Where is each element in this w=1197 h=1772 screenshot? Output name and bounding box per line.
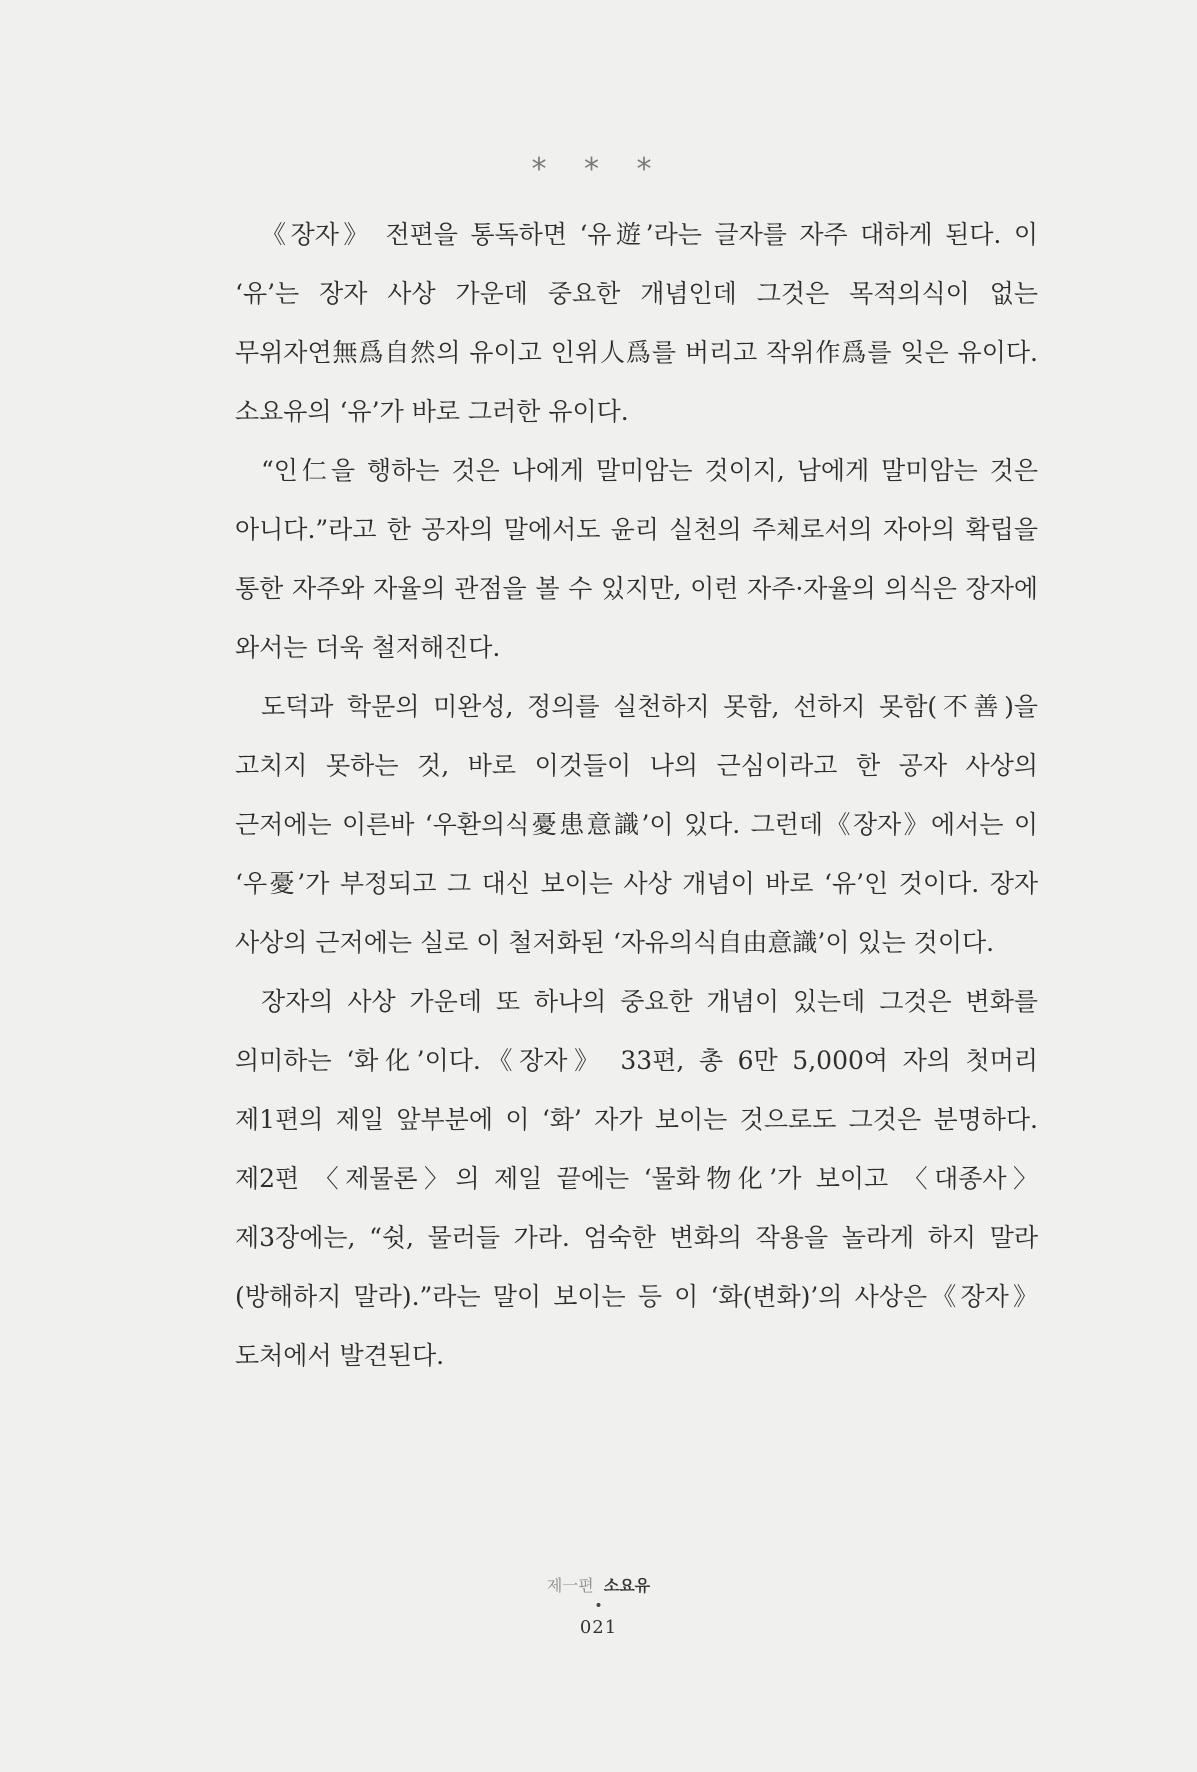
section-break-ornament: * * * <box>531 152 666 187</box>
footer-separator: • <box>594 1598 603 1614</box>
part-title: 소요유 <box>603 1576 651 1595</box>
paragraph: 도덕과 학문의 미완성, 정의를 실천하지 못함, 선하지 못함(不善)을 고치지 못하는 것, 바로 이것들이 나의 근심이라고 한 공자 사상의 근저에는 이른바 ‘우환의식憂患意識’이 있다. 그런데《장자》에서는 이 ‘우憂’가 부정되고 그 대신 보이는 사상 개념이 바로 ‘유’인 것이다. 장자 사상의 근저에는 실로 이 철저화된 ‘자유의식自由意識’이 있는 것이다. <box>235 692 1038 957</box>
part-label: 제一편 <box>546 1576 594 1595</box>
paragraph: 《장자》 전편을 통독하면 ‘유遊’라는 글자를 자주 대하게 된다. 이 ‘유’는 장자 사상 가운데 중요한 개념인데 그것은 목적의식이 없는 무위자연無爲自然의 유이고 인위人爲를 버리고 작위作爲를 잊은 유이다. 소요유의 ‘유’가 바로 그러한 유이다. <box>235 220 1038 426</box>
paragraph: 장자의 사상 가운데 또 하나의 중요한 개념이 있는데 그것은 변화를 의미하는 ‘화化’이다.《장자》 33편, 총 6만 5,000여 자의 첫머리 제1편의 제일 앞부분에 이 ‘화’ 자가 보이는 것으로도 그것은 분명하다. 제2편 〈제물론〉의 제일 끝에는 ‘물화物化’가 보이고 〈대종사〉 제3장에는, “쉿, 물러들 가라. 엄숙한 변화의 작용을 놀라게 하지 말라(방해하지 말라).”라는 말이 보이는 등 이 ‘화(변화)’의 사상은《장자》 도처에서 발견된다. <box>235 987 1038 1370</box>
running-footer <box>0 1575 1197 1597</box>
page-number: 021 <box>579 1617 618 1638</box>
page-footer <box>0 1575 1197 1641</box>
paragraph: “인仁을 행하는 것은 나에게 말미암는 것이지, 남에게 말미암는 것은 아니다.”라고 한 공자의 말에서도 윤리 실천의 주체로서의 자아의 확립을 통한 자주와 자율의 관점을 볼 수 있지만, 이런 자주·자율의 의식은 장자에 와서는 더욱 철저해진다. <box>235 456 1038 662</box>
body-text <box>235 205 1038 1385</box>
